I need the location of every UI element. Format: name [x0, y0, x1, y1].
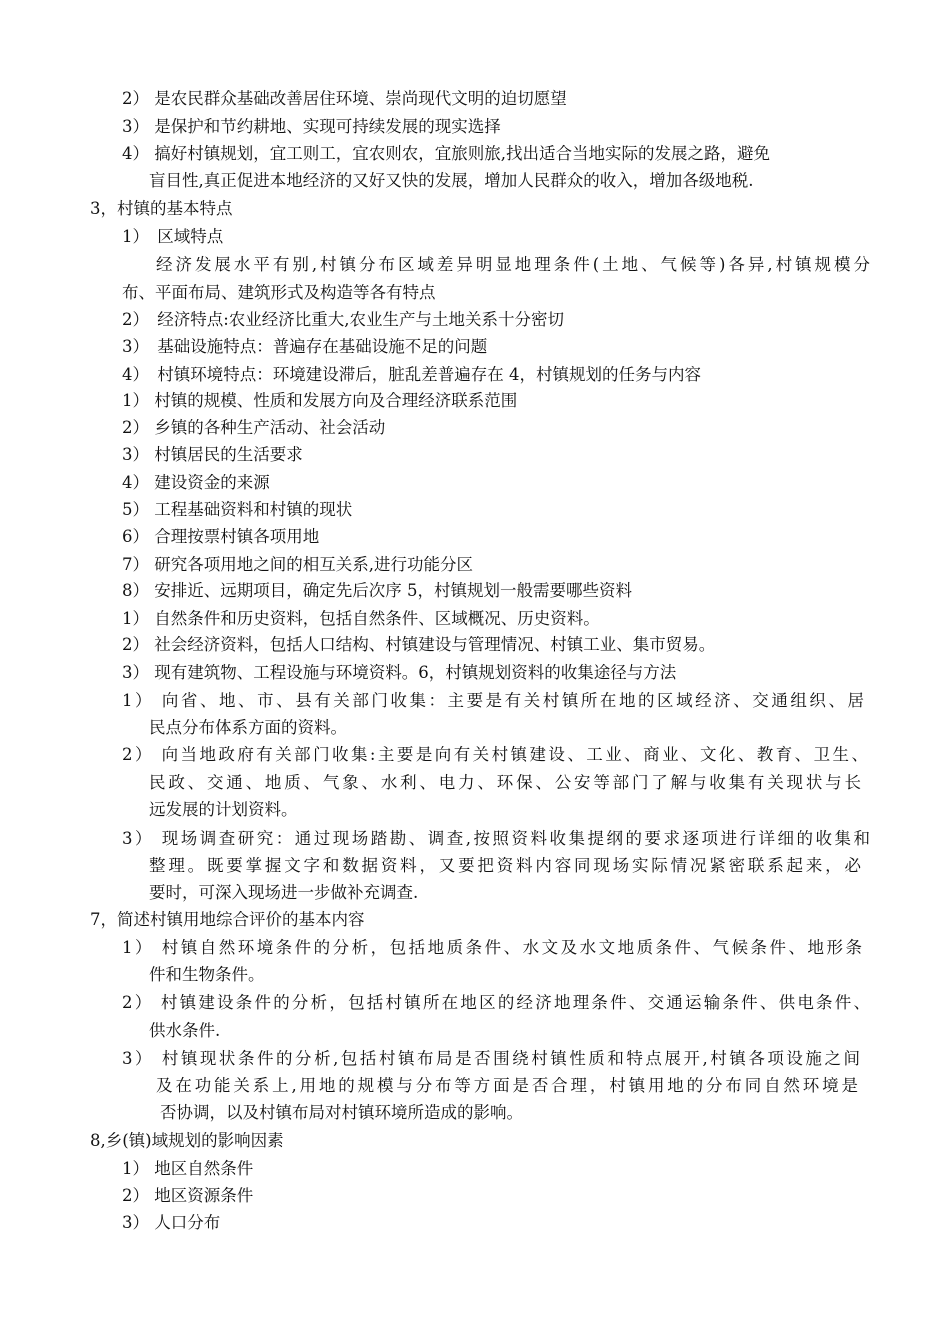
text-line: 3） 是保护和节约耕地、实现可持续发展的现实选择 [122, 117, 501, 136]
text-line: 4） 建设资金的来源 [122, 473, 270, 492]
text-line: 3） 村镇居民的生活要求 [122, 445, 303, 464]
text-line: 2） 村镇建设条件的分析，包括村镇所在地区的经济地理条件、交通运输条件、供电条件、 [122, 993, 870, 1012]
section-heading: 3，村镇的基本特点 [90, 199, 233, 218]
text-line: 5） 工程基础资料和村镇的现状 [122, 500, 353, 519]
text-line: 要时，可深入现场进一步做补充调查. [149, 883, 419, 902]
text-line: 7） 研究各项用地之间的相互关系,进行功能分区 [122, 555, 473, 574]
text-line: 否协调，以及村镇布局对村镇环境所造成的影响。 [160, 1103, 523, 1122]
text-line: 及在功能关系上,用地的规模与分布等方面是否合理，村镇用地的分布同自然环境是 [156, 1076, 858, 1095]
text-line: 3） 现场调查研究：通过现场踏勘、调查,按照资料收集提纲的要求逐项进行详细的收集和 [122, 829, 870, 848]
text-line: 6） 合理按票村镇各项用地 [122, 527, 320, 546]
text-line: 2） 地区资源条件 [122, 1186, 254, 1205]
text-line: 远发展的计划资料。 [149, 800, 298, 819]
text-line: 3） 人口分布 [122, 1213, 221, 1232]
text-line: 4） 村镇环境特点：环境建设滞后，脏乱差普遍存在 4，村镇规划的任务与内容 [122, 365, 701, 384]
text-line: 3） 现有建筑物、工程设施与环境资料。6，村镇规划资料的收集途径与方法 [122, 663, 677, 682]
text-line: 2） 是农民群众基础改善居住环境、崇尚现代文明的迫切愿望 [122, 89, 567, 108]
text-line: 件和生物条件。 [149, 965, 265, 984]
text-line: 2） 经济特点:农业经济比重大,农业生产与土地关系十分密切 [122, 310, 565, 329]
text-line: 1） 区域特点 [122, 227, 224, 246]
text-line: 2） 社会经济资料，包括人口结构、村镇建设与管理情况、村镇工业、集市贸易。 [122, 635, 716, 654]
text-line: 2） 向当地政府有关部门收集:主要是向有关村镇建设、工业、商业、文化、教育、卫生、 [122, 745, 868, 764]
text-line: 8） 安排近、远期项目，确定先后次序 5，村镇规划一般需要哪些资料 [122, 581, 632, 600]
text-line: 1） 向省、地、市、县有关部门收集：主要是有关村镇所在地的区域经济、交通组织、居 [122, 691, 864, 710]
text-line: 4） 搞好村镇规划，宜工则工，宜农则农，宜旅则旅,找出适合当地实际的发展之路，避免 [122, 144, 770, 163]
text-line: 民政、交通、地质、气象、水利、电力、环保、公安等部门了解与收集有关现状与长 [149, 773, 861, 792]
text-line: 3） 基础设施特点：普遍存在基础设施不足的问题 [122, 337, 488, 356]
text-line: 1） 自然条件和历史资料，包括自然条件、区域概况、历史资料。 [122, 609, 600, 628]
text-line: 民点分布体系方面的资料。 [149, 718, 347, 737]
text-line: 3） 村镇现状条件的分析,包括村镇布局是否围绕村镇性质和特点展开,村镇各项设施之间 [122, 1049, 860, 1068]
text-line: 2） 乡镇的各种生产活动、社会活动 [122, 418, 386, 437]
text-line: 1） 村镇自然环境条件的分析，包括地质条件、水文及水文地质条件、气候条件、地形条 [122, 938, 862, 957]
text-line: 经济发展水平有别,村镇分布区域差异明显地理条件(土地、气候等)各异,村镇规模分 [156, 255, 870, 274]
text-line: 整理。既要掌握文字和数据资料，又要把资料内容同现场实际情况紧密联系起来，必 [149, 856, 861, 875]
text-line: 盲目性,真正促进本地经济的又好又快的发展，增加人民群众的收入，增加各级地税. [149, 171, 754, 190]
text-line: 1） 地区自然条件 [122, 1159, 254, 1178]
text-line: 1） 村镇的规模、性质和发展方向及合理经济联系范围 [122, 391, 518, 410]
section-heading: 7，简述村镇用地综合评价的基本内容 [90, 910, 365, 929]
text-line: 布、平面布局、建筑形式及构造等各有特点 [122, 283, 436, 302]
text-line: 供水条件. [149, 1021, 221, 1040]
section-heading: 8,乡(镇)域规划的影响因素 [90, 1131, 284, 1150]
